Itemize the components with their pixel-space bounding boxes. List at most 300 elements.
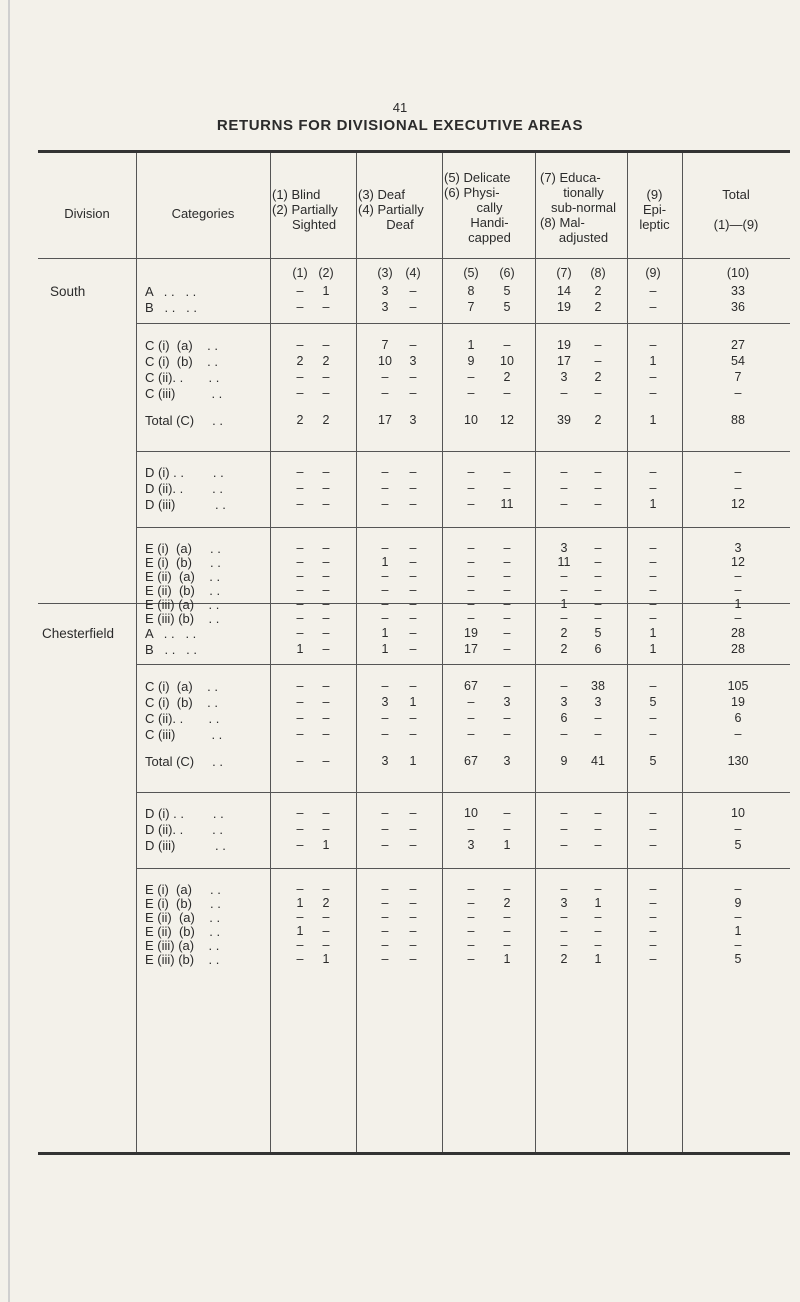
table-cell: – <box>409 642 417 656</box>
table-cell: – <box>594 611 602 625</box>
table-cell: – <box>322 497 330 511</box>
table-cell: – <box>734 938 742 952</box>
table-cell: – <box>467 695 475 709</box>
row-label: C (i) (a) . . <box>145 338 218 353</box>
table-cell: 2 <box>503 370 511 384</box>
table-cell: – <box>409 465 417 479</box>
table-cell: 19 <box>557 338 571 352</box>
table-cell: – <box>381 838 389 852</box>
table-cell: – <box>467 465 475 479</box>
table-cell: 2 <box>503 896 511 910</box>
table-cell: – <box>381 679 389 693</box>
row-label: C (i) (b) . . <box>145 695 218 710</box>
table-cell: 5 <box>734 838 742 852</box>
table-cell: – <box>381 952 389 966</box>
table-cell: 54 <box>731 354 745 368</box>
table-cell: 19 <box>557 300 571 314</box>
table-cell: – <box>322 727 330 741</box>
table-cell: – <box>649 300 657 314</box>
table-bottom-rule <box>38 1152 790 1155</box>
table-cell: – <box>594 465 602 479</box>
table-cell: – <box>381 806 389 820</box>
table-cell: 10 <box>378 354 392 368</box>
row-label: B . . . . <box>145 642 198 657</box>
table-cell: – <box>503 910 511 924</box>
table-cell: – <box>594 822 602 836</box>
table-cell: 1 <box>381 626 389 640</box>
table-cell: – <box>560 497 568 511</box>
table-cell: – <box>381 541 389 555</box>
table-cell: – <box>296 626 304 640</box>
table-cell: – <box>649 727 657 741</box>
header-educationally: (7) Educa- tionally sub-normal (8) Mal- adjusted <box>540 170 617 245</box>
column-number: (9) <box>645 266 661 280</box>
table-cell: 67 <box>464 679 478 693</box>
division-south: South <box>50 284 86 299</box>
table-cell: – <box>296 541 304 555</box>
table-cell: – <box>322 938 330 952</box>
table-cell: 17 <box>378 413 392 427</box>
table-cell: 3 <box>503 754 511 768</box>
header-blind: (1) Blind (2) Partially Sighted <box>272 187 338 232</box>
table-cell: – <box>467 569 475 583</box>
group-rule <box>136 451 790 452</box>
table-cell: – <box>381 386 389 400</box>
col-divider <box>535 153 536 1152</box>
table-cell: – <box>649 583 657 597</box>
group-rule <box>136 527 790 528</box>
table-cell: – <box>322 338 330 352</box>
table-cell: – <box>322 300 330 314</box>
page-number: 41 <box>392 100 408 115</box>
table-cell: 1 <box>322 838 330 852</box>
table-cell: 5 <box>503 284 511 298</box>
group-rule <box>136 868 790 869</box>
table-cell: – <box>649 806 657 820</box>
row-label: C (i) (b) . . <box>145 354 218 369</box>
table-cell: – <box>467 555 475 569</box>
table-cell: – <box>296 806 304 820</box>
table-cell: – <box>560 386 568 400</box>
table-cell: 12 <box>731 555 745 569</box>
table-cell: – <box>649 370 657 384</box>
table-cell: – <box>594 555 602 569</box>
table-cell: 38 <box>591 679 605 693</box>
table-cell: 5 <box>594 626 602 640</box>
table-cell: – <box>560 910 568 924</box>
table-cell: – <box>322 583 330 597</box>
table-cell: 1 <box>503 838 511 852</box>
table-cell: – <box>467 924 475 938</box>
group-rule <box>136 792 790 793</box>
table-cell: 2 <box>322 413 330 427</box>
table-cell: 3 <box>560 896 568 910</box>
table-cell: – <box>503 481 511 495</box>
header-epileptic: (9) Epi- leptic <box>639 187 670 232</box>
row-label: D (ii). . . . <box>145 481 223 496</box>
table-cell: – <box>409 924 417 938</box>
table-cell: – <box>503 338 511 352</box>
table-cell: – <box>296 555 304 569</box>
table-cell: – <box>503 555 511 569</box>
table-cell: 33 <box>731 284 745 298</box>
table-cell: 2 <box>322 896 330 910</box>
header-rule <box>38 258 790 259</box>
table-cell: 10 <box>500 354 514 368</box>
table-cell: 11 <box>500 497 514 511</box>
table-top-rule <box>38 150 790 153</box>
table-cell: – <box>322 711 330 725</box>
table-cell: – <box>296 481 304 495</box>
table-cell: 1 <box>296 642 304 656</box>
table-cell: 19 <box>464 626 478 640</box>
table-cell: – <box>649 338 657 352</box>
table-cell: – <box>594 481 602 495</box>
table-cell: 1 <box>649 497 657 511</box>
table-cell: 19 <box>731 695 745 709</box>
table-cell: – <box>594 569 602 583</box>
table-cell: – <box>467 882 475 896</box>
table-cell: – <box>503 597 511 611</box>
table-cell: 1 <box>649 626 657 640</box>
column-number: (3) <box>377 266 393 280</box>
table-cell: 2 <box>560 626 568 640</box>
table-cell: 1 <box>322 284 330 298</box>
table-cell: 2 <box>594 284 602 298</box>
row-label: C (ii). . . . <box>145 370 220 385</box>
table-cell: 2 <box>296 354 304 368</box>
table-cell: – <box>409 896 417 910</box>
table-cell: 11 <box>557 555 571 569</box>
table-cell: – <box>594 838 602 852</box>
table-cell: – <box>381 583 389 597</box>
table-cell: – <box>560 611 568 625</box>
table-cell: – <box>409 338 417 352</box>
row-label: E (ii) (b) . . <box>145 583 221 598</box>
table-cell: 2 <box>296 413 304 427</box>
column-number: (7) <box>556 266 572 280</box>
row-label: Total (C) . . <box>145 754 224 769</box>
col-divider <box>682 153 683 1152</box>
table-cell: – <box>649 597 657 611</box>
table-cell: – <box>409 882 417 896</box>
table-cell: – <box>409 611 417 625</box>
table-cell: – <box>322 882 330 896</box>
table-cell: – <box>409 626 417 640</box>
table-cell: – <box>503 727 511 741</box>
table-cell: – <box>467 727 475 741</box>
table-cell: – <box>322 569 330 583</box>
table-cell: 2 <box>322 354 330 368</box>
table-cell: – <box>322 679 330 693</box>
table-cell: – <box>560 822 568 836</box>
table-cell: – <box>649 882 657 896</box>
table-cell: 14 <box>557 284 571 298</box>
table-cell: – <box>649 952 657 966</box>
table-cell: 2 <box>594 300 602 314</box>
table-cell: 5 <box>649 754 657 768</box>
header-delicate: (5) Delicate (6) Physi- cally Handi- capped <box>444 170 511 245</box>
header-division: Division <box>64 206 110 221</box>
row-label: E (i) (a) . . <box>145 882 221 897</box>
table-cell: – <box>467 711 475 725</box>
table-cell: 1 <box>649 642 657 656</box>
table-cell: 10 <box>464 413 478 427</box>
table-cell: 9 <box>467 354 475 368</box>
table-cell: – <box>467 541 475 555</box>
table-cell: – <box>594 354 602 368</box>
table-cell: – <box>560 806 568 820</box>
table-cell: – <box>734 465 742 479</box>
table-cell: – <box>734 386 742 400</box>
table-cell: – <box>322 555 330 569</box>
table-cell: – <box>296 611 304 625</box>
table-cell: 3 <box>503 695 511 709</box>
col-divider <box>270 153 271 1152</box>
table-cell: – <box>649 569 657 583</box>
table-cell: – <box>503 386 511 400</box>
table-cell: – <box>649 838 657 852</box>
table-cell: – <box>649 711 657 725</box>
table-cell: 7 <box>734 370 742 384</box>
table-cell: – <box>503 569 511 583</box>
column-number: (1) <box>292 266 308 280</box>
row-label: E (iii) (b) . . <box>145 952 220 967</box>
table-cell: – <box>409 300 417 314</box>
table-cell: 1 <box>296 896 304 910</box>
table-cell: – <box>467 822 475 836</box>
table-cell: – <box>649 611 657 625</box>
table-cell: – <box>322 481 330 495</box>
table-cell: 27 <box>731 338 745 352</box>
table-cell: – <box>381 938 389 952</box>
table-cell: – <box>381 611 389 625</box>
table-cell: – <box>649 938 657 952</box>
row-label: C (iii) . . <box>145 386 223 401</box>
header-deaf: (3) Deaf (4) Partially Deaf <box>358 187 424 232</box>
column-number: (4) <box>405 266 421 280</box>
table-cell: 67 <box>464 754 478 768</box>
table-cell: – <box>409 597 417 611</box>
table-cell: – <box>649 541 657 555</box>
table-cell: 39 <box>557 413 571 427</box>
table-cell: – <box>594 497 602 511</box>
table-cell: 7 <box>467 300 475 314</box>
table-cell: – <box>734 583 742 597</box>
table-cell: – <box>467 497 475 511</box>
table-cell: 5 <box>734 952 742 966</box>
table-cell: – <box>649 465 657 479</box>
table-cell: – <box>381 822 389 836</box>
table-cell: – <box>409 679 417 693</box>
table-cell: 12 <box>731 497 745 511</box>
row-label: E (i) (b) . . <box>145 555 221 570</box>
table-cell: 28 <box>731 626 745 640</box>
table-cell: – <box>594 910 602 924</box>
table-cell: – <box>381 924 389 938</box>
table-cell: 3 <box>467 838 475 852</box>
table-cell: – <box>381 497 389 511</box>
table-cell: – <box>296 938 304 952</box>
table-cell: – <box>296 497 304 511</box>
table-cell: 3 <box>381 754 389 768</box>
row-label: Total (C) . . <box>145 413 224 428</box>
table-cell: – <box>409 497 417 511</box>
table-cell: 1 <box>649 413 657 427</box>
table-cell: – <box>560 838 568 852</box>
table-cell: – <box>322 910 330 924</box>
table-cell: 17 <box>557 354 571 368</box>
table-cell: – <box>381 569 389 583</box>
table-cell: – <box>322 806 330 820</box>
table-cell: – <box>594 727 602 741</box>
table-cell: – <box>560 569 568 583</box>
table-cell: 1 <box>409 695 417 709</box>
row-label: E (ii) (b) . . <box>145 924 221 939</box>
table-cell: – <box>503 711 511 725</box>
table-cell: – <box>409 284 417 298</box>
table-cell: 6 <box>594 642 602 656</box>
table-cell: – <box>409 541 417 555</box>
scan-edge <box>8 0 10 1302</box>
table-cell: – <box>322 541 330 555</box>
table-cell: – <box>649 481 657 495</box>
column-number: (5) <box>463 266 479 280</box>
table-cell: – <box>296 284 304 298</box>
table-cell: – <box>409 569 417 583</box>
column-number: (6) <box>499 266 515 280</box>
table-cell: – <box>296 910 304 924</box>
table-cell: – <box>467 386 475 400</box>
table-cell: – <box>322 386 330 400</box>
table-cell: – <box>296 679 304 693</box>
table-cell: – <box>409 838 417 852</box>
table-cell: – <box>409 822 417 836</box>
table-cell: – <box>409 806 417 820</box>
table-cell: 3 <box>560 695 568 709</box>
table-cell: – <box>296 711 304 725</box>
table-cell: – <box>560 938 568 952</box>
table-cell: 1 <box>467 338 475 352</box>
table-cell: – <box>503 938 511 952</box>
table-cell: – <box>503 465 511 479</box>
table-cell: 3 <box>409 354 417 368</box>
table-cell: – <box>594 583 602 597</box>
table-cell: 41 <box>591 754 605 768</box>
table-cell: – <box>594 924 602 938</box>
table-cell: – <box>560 924 568 938</box>
row-label: E (iii) (a) . . <box>145 938 220 953</box>
table-cell: 1 <box>322 952 330 966</box>
table-cell: 1 <box>734 924 742 938</box>
table-cell: 9 <box>560 754 568 768</box>
col-divider <box>136 153 137 1152</box>
table-cell: 17 <box>464 642 478 656</box>
table-cell: 1 <box>296 924 304 938</box>
table-cell: – <box>560 465 568 479</box>
table-cell: – <box>594 386 602 400</box>
table-cell: – <box>322 924 330 938</box>
table-cell: – <box>467 952 475 966</box>
table-cell: – <box>409 370 417 384</box>
table-cell: – <box>409 481 417 495</box>
header-categories: Categories <box>171 206 235 221</box>
table-cell: – <box>734 822 742 836</box>
table-cell: – <box>381 370 389 384</box>
table-cell: – <box>467 896 475 910</box>
table-cell: – <box>409 711 417 725</box>
table-cell: – <box>649 924 657 938</box>
table-cell: – <box>594 541 602 555</box>
table-cell: – <box>296 727 304 741</box>
table-cell: – <box>503 806 511 820</box>
table-cell: – <box>409 727 417 741</box>
table-cell: 3 <box>381 300 389 314</box>
table-cell: – <box>381 711 389 725</box>
table-cell: 105 <box>727 679 749 693</box>
col-divider <box>442 153 443 1152</box>
row-label: C (i) (a) . . <box>145 679 218 694</box>
table-cell: 12 <box>500 413 514 427</box>
table-cell: 130 <box>727 754 749 768</box>
table-cell: – <box>381 910 389 924</box>
table-cell: – <box>467 481 475 495</box>
table-cell: – <box>503 679 511 693</box>
header-total: Total (1)—(9) <box>713 187 759 232</box>
table-cell: – <box>467 611 475 625</box>
table-cell: – <box>296 300 304 314</box>
table-cell: 2 <box>560 952 568 966</box>
table-cell: – <box>467 370 475 384</box>
page-title: RETURNS FOR DIVISIONAL EXECUTIVE AREAS <box>216 117 584 134</box>
table-cell: 1 <box>594 952 602 966</box>
row-label: C (ii). . . . <box>145 711 220 726</box>
table-cell: – <box>560 727 568 741</box>
table-cell: – <box>560 481 568 495</box>
table-cell: – <box>594 882 602 896</box>
table-cell: 3 <box>734 541 742 555</box>
col-divider <box>356 153 357 1152</box>
table-cell: 1 <box>381 555 389 569</box>
table-cell: – <box>467 938 475 952</box>
table-cell: 2 <box>594 413 602 427</box>
group-rule <box>136 664 790 665</box>
table-cell: 5 <box>503 300 511 314</box>
table-cell: – <box>381 481 389 495</box>
row-label: A . . . . <box>145 284 197 299</box>
table-cell: – <box>381 597 389 611</box>
row-label: A . . . . <box>145 626 197 641</box>
table-cell: – <box>322 695 330 709</box>
table-cell: – <box>594 711 602 725</box>
table-cell: – <box>467 597 475 611</box>
table-cell: – <box>296 569 304 583</box>
table-cell: – <box>503 541 511 555</box>
table-cell: – <box>503 583 511 597</box>
table-cell: – <box>296 386 304 400</box>
table-cell: – <box>381 882 389 896</box>
table-cell: 10 <box>731 806 745 820</box>
table-cell: 1 <box>560 597 568 611</box>
column-number: (2) <box>318 266 334 280</box>
column-number: (10) <box>726 266 750 280</box>
table-cell: 7 <box>381 338 389 352</box>
table-cell: – <box>409 555 417 569</box>
table-cell: 1 <box>503 952 511 966</box>
row-label: D (i) . . . . <box>145 806 224 821</box>
table-cell: – <box>296 597 304 611</box>
table-cell: – <box>322 626 330 640</box>
